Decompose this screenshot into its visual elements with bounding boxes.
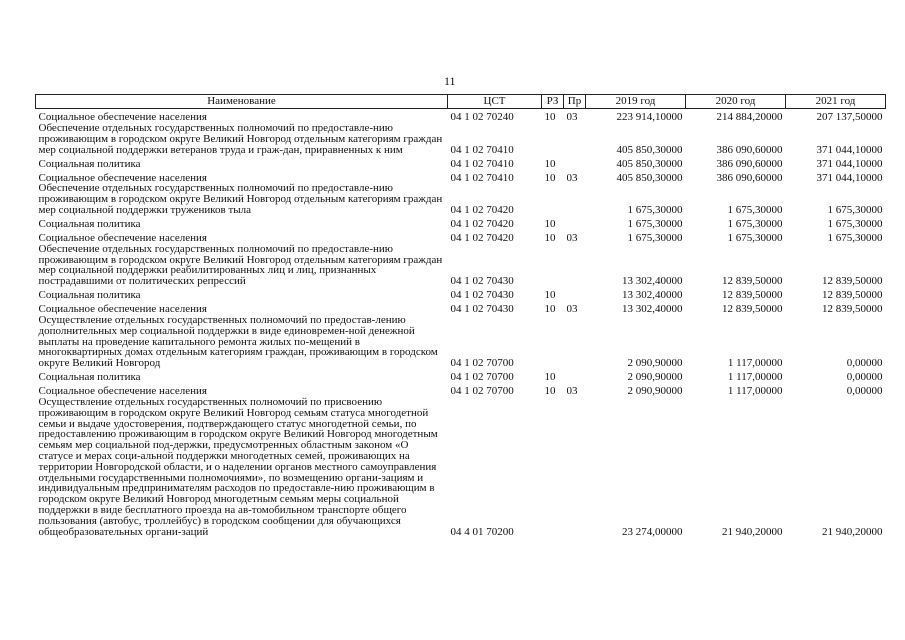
row-value-2021: 0,00000: [846, 357, 883, 370]
row-pr: 03: [566, 111, 578, 124]
row-value-2020: 1 675,30000: [727, 231, 783, 244]
row-value-2021: 1 675,30000: [827, 231, 883, 244]
header-pr: Пр: [564, 95, 586, 109]
row-pr: [564, 369, 586, 383]
row-value-2021: 1 675,30000: [827, 203, 883, 216]
header-cst: ЦСТ: [448, 95, 542, 109]
row-value-2019: 1 675,30000: [627, 217, 683, 230]
row-pr: [564, 155, 586, 169]
row-cst: 04 1 02 70700: [450, 371, 514, 384]
table-body: [36, 109, 886, 538]
table-row: [36, 383, 886, 397]
row-value-2021: 1 675,30000: [827, 217, 883, 230]
row-value-2019: 405 850,30000: [616, 143, 683, 156]
row-value-2021: 371 044,10000: [816, 143, 883, 156]
row-cst: 04 1 02 70410: [450, 157, 514, 170]
row-rz: [542, 183, 564, 215]
row-value-2019: 23 274,00000: [622, 525, 683, 538]
row-value-2020: 386 090,60000: [716, 157, 783, 170]
table-row: [36, 169, 886, 183]
row-cst: 04 1 02 70430: [450, 303, 514, 316]
row-cst: 04 4 01 70200: [450, 525, 514, 538]
row-value-2020: 12 839,50000: [722, 289, 783, 302]
row-rz: 10: [544, 171, 556, 184]
page-number: 11: [444, 74, 456, 88]
row-rz: 10: [544, 217, 556, 230]
row-value-2021: 12 839,50000: [822, 303, 883, 316]
row-rz: [542, 315, 564, 369]
row-rz: 10: [544, 303, 556, 316]
table-row: [36, 287, 886, 301]
table-row: [36, 216, 886, 230]
row-cst: 04 1 02 70420: [450, 231, 514, 244]
row-value-2021: 12 839,50000: [822, 275, 883, 288]
row-value-2020: 214 884,20000: [716, 111, 783, 124]
row-name: Осуществление отдельных государственных полномочий по присвоению проживающим в городском округе Великий Новгород семьям статуса многодетной семьи и выдаче удостоверения, подтверждающего статус многодетной семьи, по предоставлению проживающим в городском округе Великий Новгород многодетным семьям мер социальной под-держки, предусмотренных областным законом «О статусе и мерах соци-альной поддержки многодетных семей, проживающих на территории Новгородской области, и о наделении органов местного самоуправления отдельными государственными полномочиями», по возмещению органи-зациям и индивидуальным предпринимателям расходов по предоставле-нию проживающим в городском округе Великий Новгород многодетным семьям меры социальной поддержки в виде бесплатного проезда на ав-томобильном транспорте общего пользования (автобус, троллейбус) в городском сообщении для обучающихся общеобразовательных органи-заций: [38, 395, 438, 538]
row-value-2019: 223 914,10000: [616, 111, 683, 124]
header-2021: 2021 год: [786, 95, 886, 109]
row-value-2020: 1 675,30000: [727, 203, 783, 216]
row-name: Социальное обеспечение населения: [38, 385, 207, 398]
row-name: Социальная политика: [38, 371, 141, 384]
row-value-2019: 1 675,30000: [627, 231, 683, 244]
row-pr: 03: [566, 385, 578, 398]
row-value-2020: 12 839,50000: [722, 275, 783, 288]
table-row: [36, 369, 886, 383]
row-value-2019: 13 302,40000: [622, 289, 683, 302]
row-pr: [564, 397, 586, 537]
row-pr: [564, 315, 586, 369]
table-row: [36, 109, 886, 124]
row-rz: [542, 123, 564, 155]
row-rz: [542, 397, 564, 537]
row-value-2019: 2 090,90000: [627, 357, 683, 370]
row-rz: [542, 244, 564, 287]
row-rz: 10: [544, 385, 556, 398]
row-value-2019: 2 090,90000: [627, 385, 683, 398]
row-name: Социальное обеспечение населения: [38, 111, 207, 124]
table-row: [36, 397, 886, 537]
row-value-2020: 386 090,60000: [716, 143, 783, 156]
row-name: Социальная политика: [38, 289, 141, 302]
row-pr: [564, 244, 586, 287]
row-value-2021: 371 044,10000: [816, 171, 883, 184]
row-pr: [564, 123, 586, 155]
row-name: Обеспечение отдельных государственных полномочий по предоставле-нию проживающим в городском округе Великий Новгород отдельным категориям граждан мер социальной поддержки ветеранов труда и граж-дан, приравненных к ним: [38, 122, 443, 156]
row-cst: 04 1 02 70700: [450, 385, 514, 398]
row-value-2019: 2 090,90000: [627, 371, 683, 384]
row-pr: 03: [566, 171, 578, 184]
row-name: Осуществление отдельных государственных полномочий по предостав-лению дополнительных мер социальной поддержки в виде единовремен-ной денежной выплаты на проведение капитального ремонта жилых по-мещений в многоквартирных домах отдельным категориям граждан, проживающим в городском округе Великий Новгород: [38, 313, 438, 370]
row-value-2019: 1 675,30000: [627, 203, 683, 216]
table-row: [36, 230, 886, 244]
row-value-2021: 0,00000: [846, 371, 883, 384]
row-value-2020: 1 675,30000: [727, 217, 783, 230]
row-cst: 04 1 02 70240: [450, 111, 514, 124]
table-row: [36, 123, 886, 155]
row-name: Обеспечение отдельных государственных полномочий по предоставле-нию проживающим в городском округе Великий Новгород отдельным категориям граждан мер социальной поддержки тружеников тыла: [38, 182, 443, 216]
row-value-2020: 1 117,00000: [727, 371, 783, 384]
row-value-2021: 0,00000: [846, 385, 883, 398]
row-cst: 04 1 02 70420: [450, 217, 514, 230]
budget-table: [35, 94, 886, 537]
row-rz: 10: [544, 111, 556, 124]
row-value-2019: 405 850,30000: [616, 157, 683, 170]
row-name: Социальное обеспечение населения: [38, 171, 207, 184]
row-cst: 04 1 02 70420: [450, 203, 514, 216]
row-cst: 04 1 02 70430: [450, 289, 514, 302]
table-row: [36, 301, 886, 315]
row-pr: 03: [566, 231, 578, 244]
row-value-2021: 12 839,50000: [822, 289, 883, 302]
row-cst: 04 1 02 70430: [450, 275, 514, 288]
row-name: Социальное обеспечение населения: [38, 231, 207, 244]
row-value-2020: 1 117,00000: [727, 385, 783, 398]
row-value-2020: 386 090,60000: [716, 171, 783, 184]
table-row: [36, 155, 886, 169]
header-2019: 2019 год: [586, 95, 686, 109]
table-row: [36, 244, 886, 287]
row-rz: 10: [544, 231, 556, 244]
row-value-2020: 21 940,20000: [722, 525, 783, 538]
row-value-2019: 405 850,30000: [616, 171, 683, 184]
row-pr: [564, 216, 586, 230]
row-value-2020: 1 117,00000: [727, 357, 783, 370]
row-pr: 03: [566, 303, 578, 316]
row-value-2021: 207 137,50000: [816, 111, 883, 124]
header-name: Наименование: [36, 95, 448, 109]
row-value-2019: 13 302,40000: [622, 275, 683, 288]
row-cst: 04 1 02 70700: [450, 357, 514, 370]
table-row: [36, 183, 886, 215]
row-value-2020: 12 839,50000: [722, 303, 783, 316]
row-name: Социальная политика: [38, 157, 141, 170]
row-pr: [564, 183, 586, 215]
header-rz: РЗ: [542, 95, 564, 109]
header-2020: 2020 год: [686, 95, 786, 109]
row-value-2019: 13 302,40000: [622, 303, 683, 316]
row-value-2021: 371 044,10000: [816, 157, 883, 170]
row-pr: [564, 287, 586, 301]
row-rz: 10: [544, 157, 556, 170]
row-value-2021: 21 940,20000: [822, 525, 883, 538]
row-cst: 04 1 02 70410: [450, 171, 514, 184]
row-name: Социальное обеспечение населения: [38, 303, 207, 316]
row-rz: 10: [544, 289, 556, 302]
table-row: [36, 315, 886, 369]
row-name: Обеспечение отдельных государственных полномочий по предоставле-нию проживающим в городском округе Великий Новгород отдельным категориям граждан мер социальной поддержки реабилитированных лиц и лиц, признанных пострадавшими от политических репрессий: [38, 242, 443, 288]
row-cst: 04 1 02 70410: [450, 143, 514, 156]
row-name: Социальная политика: [38, 217, 141, 230]
row-rz: 10: [544, 371, 556, 384]
table-header-row: [36, 95, 886, 109]
